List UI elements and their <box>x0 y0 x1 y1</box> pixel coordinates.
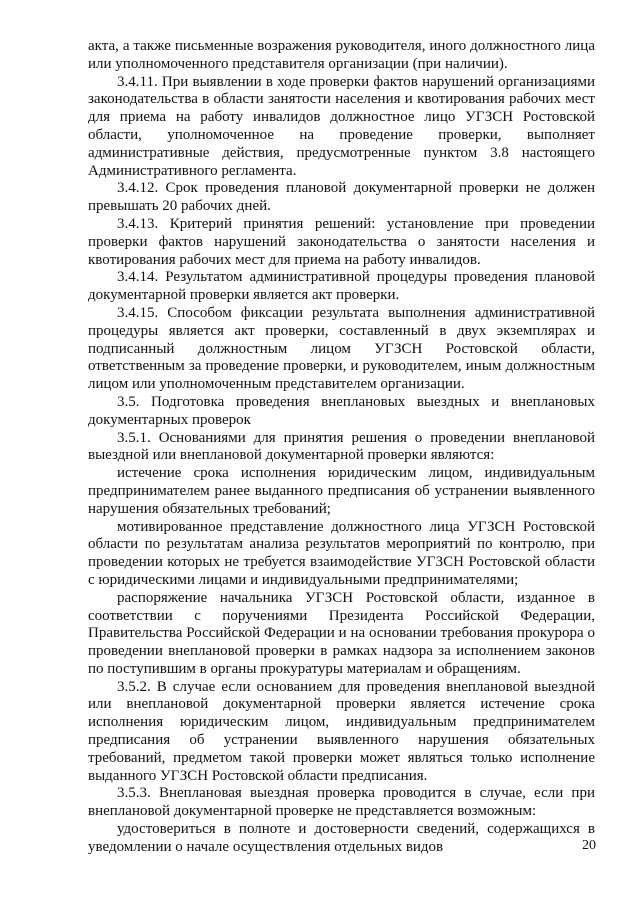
page-number: 20 <box>582 838 596 853</box>
paragraph-3-4-11: 3.4.11. При выявлении в ходе проверки фактов нарушений организациями законодательства в области занятости населения и квотирования рабочих мест для приема на работу инвалидов должностное лицо УГЗСН Ростовской области, уполномоченное на проведение проверки, выполняет административные действия, предусмотренные пунктом 3.8 настоящего Административного регламента. <box>88 73 595 179</box>
paragraph-3-4-14: 3.4.14. Результатом административной процедуры проведения плановой документарной проверки является акт проверки. <box>88 269 595 304</box>
list-item-verify-notification: удостовериться в полноте и достоверности сведений, содержащихся в уведомлении о начале осуществления отдельных видов <box>88 821 595 855</box>
paragraph-3-4-15: 3.4.15. Способом фиксации результата выполнения административной процедуры является акт проверки, составленный в двух экземплярах и подписанный должностным лицом УГЗСН Ростовской области, ответственным за проведение проверки, и руководителем, иным должностным лицом или уполномоченным представителем организации. <box>88 304 595 393</box>
list-item-deadline-expiry: истечение срока исполнения юридическим лицом, индивидуальным предпринимателем ранее выданного предписания об устранении выявленного нарушения обязательных требований; <box>88 465 595 517</box>
paragraph-3-5-3: 3.5.3. Внеплановая выездная проверка проводится в случае, если при внеплановой документарной проверке не представляется возможным: <box>88 785 595 820</box>
paragraph-3-4-12: 3.4.12. Срок проведения плановой документарной проверки не должен превышать 20 рабочих дней. <box>88 180 595 215</box>
list-item-head-order: распоряжение начальника УГЗСН Ростовской области, изданное в соответствии с поручениями Президента Российской Федерации, Правительства Российской Федерации и на основании требования прокурора о проведении внеплановой проверки в рамках надзора за исполнением законов по поступившим в органы прокуратуры материалам и обращениям. <box>88 589 595 677</box>
paragraph-3-4-13: 3.4.13. Критерий принятия решений: установление при проведении проверки фактов нарушений законодательства о занятости населения и квотирования рабочих мест для приема на работу инвалидов. <box>88 215 595 268</box>
paragraph-3-5-1: 3.5.1. Основаниями для принятия решения о проведении внеплановой выездной или внеплановой документарной проверки являются: <box>88 429 595 464</box>
document-page <box>88 38 595 857</box>
section-heading-3-5: 3.5. Подготовка проведения внеплановых выездных и внеплановых документарных проверок <box>88 393 595 428</box>
paragraph-act-objections: акта, а также письменные возражения руководителя, иного должностного лица или уполномоченного представителя организации (при наличии). <box>88 38 595 72</box>
paragraph-3-5-2: 3.5.2. В случае если основанием для проведения внеплановой выездной или внеплановой документарной проверки является истечение срока исполнения юридическим лицом, индивидуальным предпринимателем предписания об устранении выявленного нарушения обязательных требований, предметом такой проверки может являться только исполнение выданного УГЗСН Ростовской области предписания. <box>88 678 595 784</box>
list-item-motivated-submission: мотивированное представление должностного лица УГЗСН Ростовской области по результатам анализа результатов мероприятий по контролю, при проведении которых не требуется взаимодействие УГЗСН Ростовской области с юридическими лицами и индивидуальными предпринимателями; <box>88 518 595 588</box>
